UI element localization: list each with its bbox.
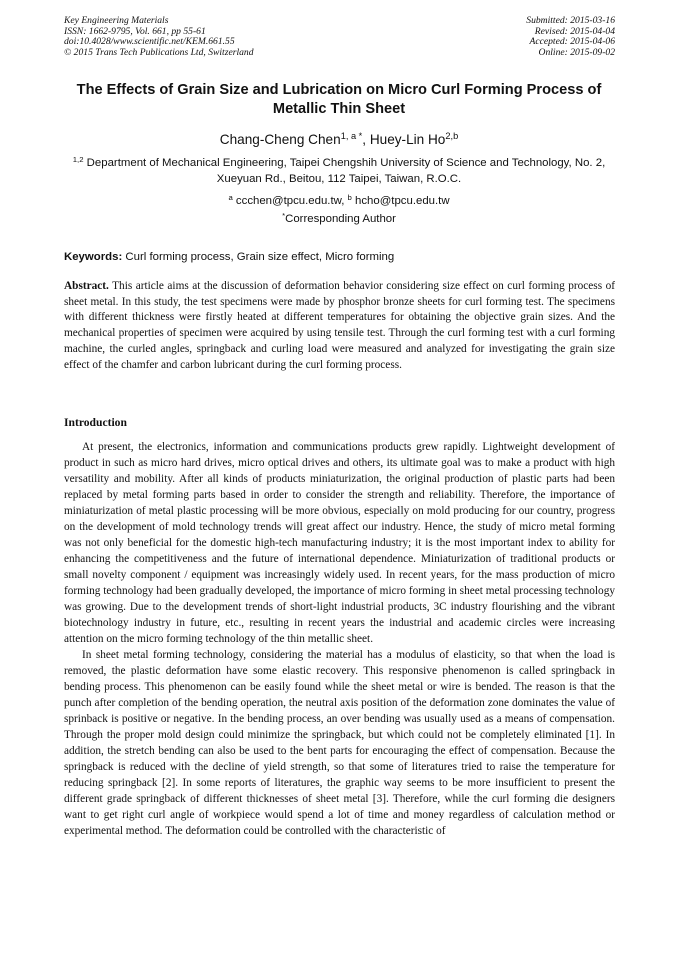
- revised-date: Revised: 2015-04-04: [534, 25, 615, 37]
- journal-header: [64, 16, 615, 58]
- affiliation-marker: 1,2: [72, 154, 84, 164]
- copyright-line: © 2015 Trans Tech Publications Ltd, Switzerland: [64, 46, 254, 58]
- author-name: Chang-Cheng Chen: [219, 132, 341, 147]
- corresponding-author-note: [0, 212, 678, 226]
- affiliation-text: Department of Mechanical Engineering, Taipei Chengshih University of Science and Technology, No. 2, Xueyuan Rd., Beitou, 112 Taipei, Taiwan, R.O.C.: [83, 157, 606, 185]
- corresponding-text: Corresponding Author: [285, 213, 396, 225]
- section-heading: Introduction: [64, 416, 127, 429]
- author-affiliation-marker: 1, a *: [340, 130, 363, 141]
- author-separator: ,: [362, 132, 370, 147]
- affiliation: [60, 156, 618, 187]
- email-address: ccchen@tpcu.edu.tw,: [232, 195, 348, 207]
- issn-line: ISSN: 1662-9795, Vol. 661, pp 55-61: [64, 25, 206, 37]
- author-name: Huey-Lin Ho: [369, 132, 446, 147]
- keywords-text: Curl forming process, Grain size effect, Micro forming: [122, 251, 395, 263]
- body-paragraph: At present, the electronics, information and communications products grew rapidly. Lightweight development of product in such as micro hard drives, micro optical drives and others, its ultimate goal was to make a product with high versatility and mobility. After all kinds of products miniaturization, the original production of plastic parts had been replaced by metal forming parts based in order to consider the strength and reliability. Therefore, the importance of miniaturization of metal plastic processing will be more obvious, especially on mold producing for our country, progress on the development of mold technology trends will great affect our industry. Hence, the study of micro metal forming was not only beneficial for the domestic high-tech manufacturing industry; it is the most important index to ability for enhancing the competitiveness and the future of international dependence. Miniaturization of traditional products or small novelty component / equipment was increasingly widely used. In recent years, for the mass production of micro forming technology had been gradually developed, the importance of micro forming in sheet metal processing technology was growing. Due to the development trends of short-light industrial products, 3C industry flourishing and the vibrant biotechnology industry in future, etc., resulting in recent years the industrial and academic circles were increasing attention on the micro forming technology of the thin metallic sheet.: [64, 441, 615, 645]
- body-paragraph: In sheet metal forming technology, considering the material has a modulus of elasticity, so that when the load is removed, the plastic deformation have some elastic recovery. This responsive phenomenon is called springback in bending process. This phenomenon can be easily found while the sheet metal or wire is bended. The reason is that the punch after completion of the bending operation, the neutral axis position of the deformation zone dominates the value of sprinback is positive or negative. In the bending process, an over bending was usually used as a means of compensation. Through the proper mold design could minimize the springback, but which could not be completely eliminated [1]. In addition, the stretch bending can also be used to the bent parts for encouraging the effect of compensation. Because the springback is reduced with the decline of yield strength, so that some of literatures tried to raise the temperature for reducing springback [2]. In some reports of literatures, the graphic way seems to be more insufficient to present the different grade springback of different thicknesses of sheet metal [3]. Therefore, while the curl forming die designers want to get right curl angle of workpiece would spend a lot of time and money regardless of calculation method or experimental method. The deformation could be controlled with the characteristic of: [64, 649, 615, 837]
- abstract-label: Abstract.: [64, 280, 109, 292]
- introduction-body: [64, 439, 615, 839]
- paper-title: The Effects of Grain Size and Lubrication on Micro Curl Forming Process of Metallic Thin Sheet: [76, 82, 602, 117]
- email-address: hcho@tpcu.edu.tw: [351, 195, 450, 207]
- author-emails: [0, 194, 678, 208]
- abstract: [64, 279, 615, 373]
- online-date: Online: 2015-09-02: [538, 46, 615, 58]
- author-affiliation-marker: 2,b: [445, 130, 459, 141]
- corresponding-marker: *: [282, 210, 286, 220]
- email-marker: b: [347, 192, 352, 202]
- author-list: [0, 131, 678, 149]
- doi-line: doi:10.4028/www.scientific.net/KEM.661.55: [64, 36, 235, 48]
- email-marker: a: [228, 192, 233, 202]
- accepted-date: Accepted: 2015-04-06: [529, 36, 615, 48]
- publication-dates: [526, 16, 615, 58]
- journal-info: [64, 16, 254, 58]
- journal-name: Key Engineering Materials: [64, 15, 169, 26]
- abstract-text: This article aims at the discussion of deformation behavior considering size effect on curl forming process of sheet metal. In this study, the test specimens were made by phosphor bronze sheets for curl forming test. The specimens with different thickness were firstly heated at different temperatures for obtaining the objective grain sizes. And the mechanical properties of specimen were acquired by using tensile test. Through the curl forming test with a curl forming machine, the curled angles, springback and curling load were measured and analyzed for investigating the grain size effect of the chamfer and carbon lubricant during the curl forming process.: [64, 280, 615, 371]
- submitted-date: Submitted: 2015-03-16: [526, 15, 615, 26]
- keywords-label: Keywords:: [64, 251, 123, 263]
- keywords: [64, 250, 616, 265]
